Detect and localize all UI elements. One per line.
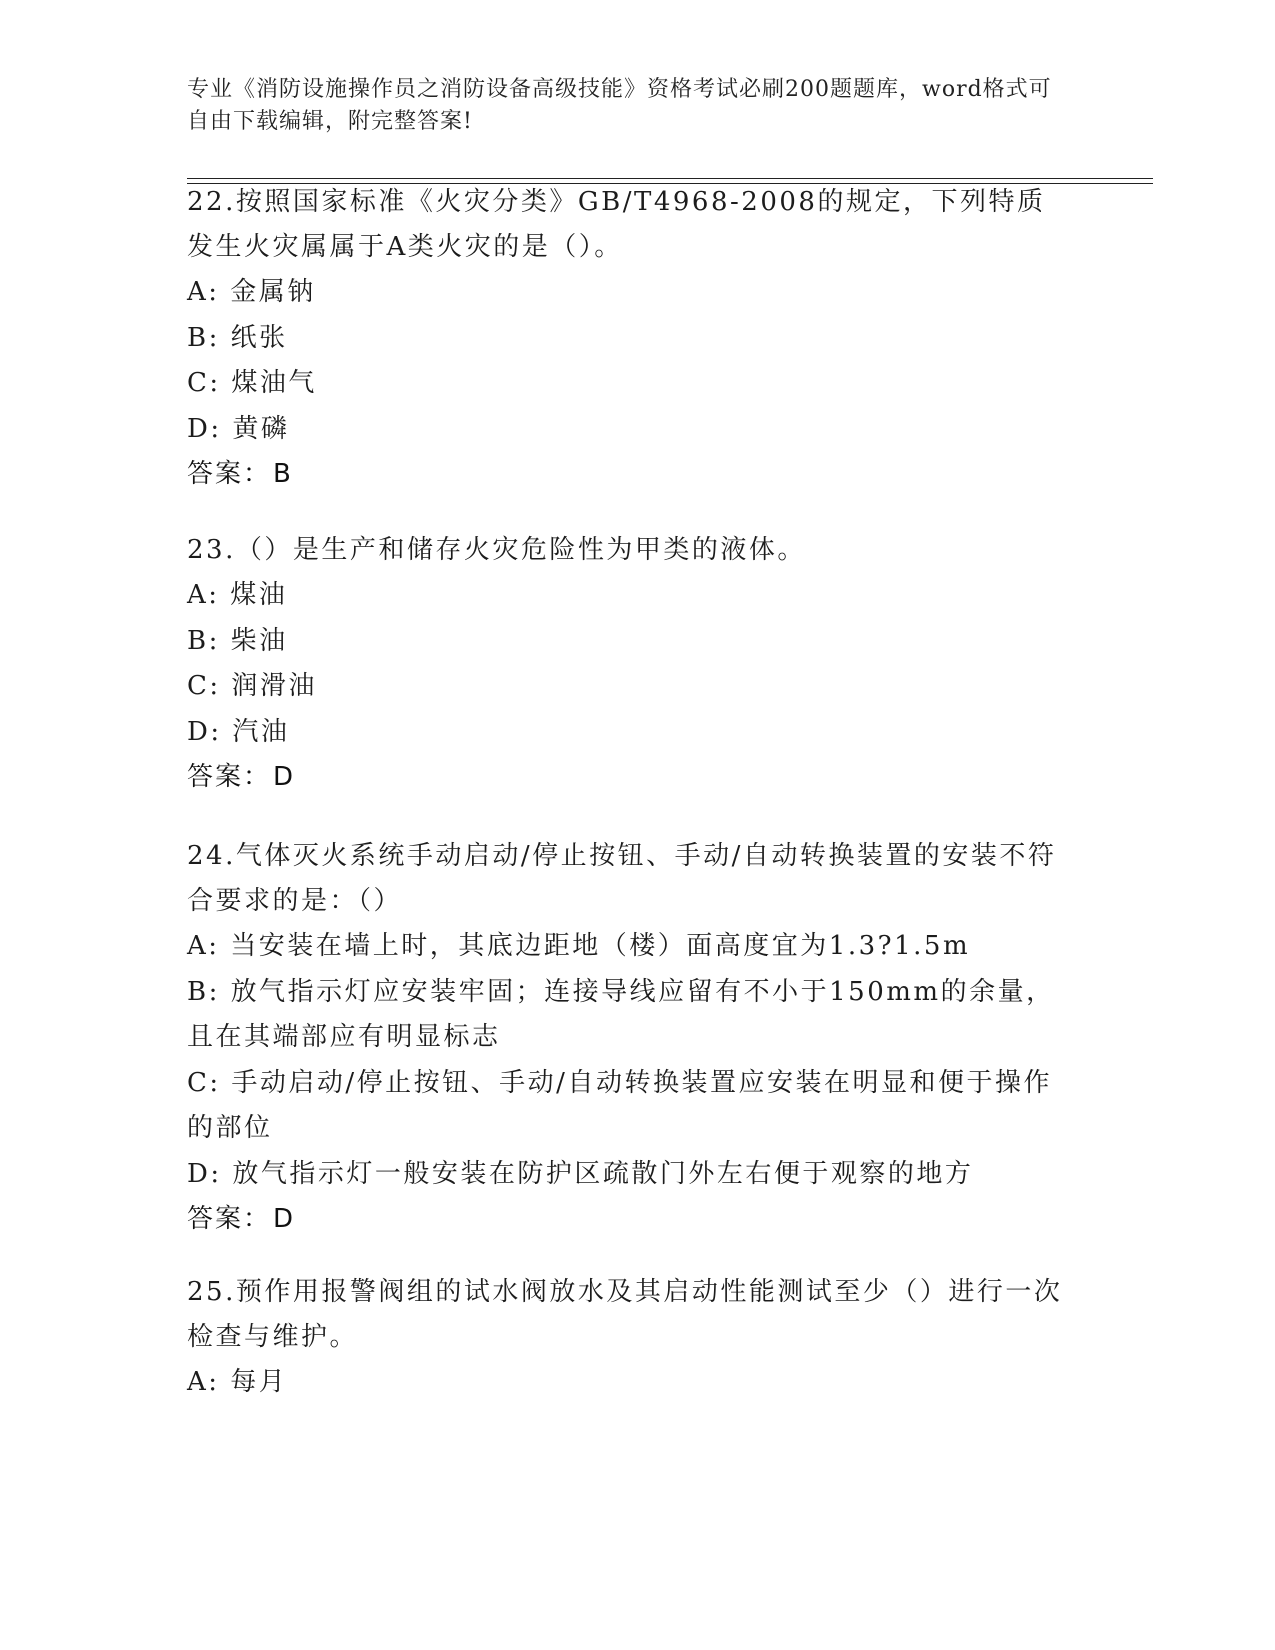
- option-b: B: 柴油: [187, 625, 288, 656]
- question-stem: [187, 834, 1067, 924]
- question-22: [187, 180, 1067, 498]
- question-number: 22.: [187, 187, 236, 217]
- question-number: 23.: [187, 535, 236, 565]
- answer-label: 答案：: [187, 1204, 272, 1234]
- option-a: A: 金属钠: [187, 277, 316, 307]
- question-25: [187, 1270, 1067, 1406]
- option-a: A: 每月: [187, 1367, 288, 1397]
- answer-line: [187, 755, 1067, 801]
- question-number: 24.: [187, 841, 236, 871]
- document-header-note: 专业《消防设施操作员之消防设备高级技能》资格考试必刷200题题库，word格式可自由下载编辑，附完整答案!: [187, 77, 1052, 134]
- option-a: A: 当安装在墙上时，其底边距地（楼）面高度宜为1.3?1.5m: [187, 931, 971, 961]
- option-d: D: 黄磷: [187, 413, 290, 444]
- answer-value: B: [273, 459, 292, 489]
- header-divider-top: [187, 178, 1153, 179]
- answer-value: D: [273, 1204, 295, 1234]
- question-text: 预作用报警阀组的试水阀放水及其启动性能测试至少（）进行一次检查与维护。: [187, 1277, 1063, 1352]
- option-a: A: 煤油: [187, 580, 288, 610]
- option-c: C: 煤油气: [187, 368, 317, 398]
- question-text: （）是生产和储存火灾危险性为甲类的液体。: [235, 535, 806, 565]
- question-text: 气体灭火系统手动启动/停止按钮、手动/自动转换装置的安装不符合要求的是：（）: [187, 841, 1057, 916]
- answer-label: 答案：: [187, 762, 272, 792]
- question-number: 25.: [187, 1277, 236, 1307]
- question-stem: [187, 1270, 1067, 1360]
- option-b: B: 放气指示灯应安装牢固；连接导线应留有不小于150mm的余量，且在其端部应有明显标志: [187, 976, 1055, 1052]
- option-c: C: 手动启动/停止按钮、手动/自动转换装置应安装在明显和便于操作的部位: [187, 1067, 1052, 1143]
- option-c: C: 润滑油: [187, 671, 317, 701]
- answer-label: 答案：: [187, 459, 272, 489]
- option-d: D: 放气指示灯一般安装在防护区疏散门外左右便于观察的地方: [187, 1158, 974, 1189]
- question-stem: [187, 528, 1067, 573]
- question-23: [187, 528, 1067, 801]
- answer-line: [187, 452, 1067, 498]
- question-stem: [187, 180, 1067, 270]
- question-text: 按照国家标准《火灾分类》GB/T4968-2008的规定，下列特质发生火灾属属于A类火灾的是（）。: [187, 187, 1046, 262]
- question-24: [187, 834, 1067, 1243]
- answer-line: [187, 1197, 1067, 1243]
- option-d: D: 汽油: [187, 716, 290, 747]
- option-b: B: 纸张: [187, 322, 288, 353]
- answer-value: D: [273, 762, 295, 792]
